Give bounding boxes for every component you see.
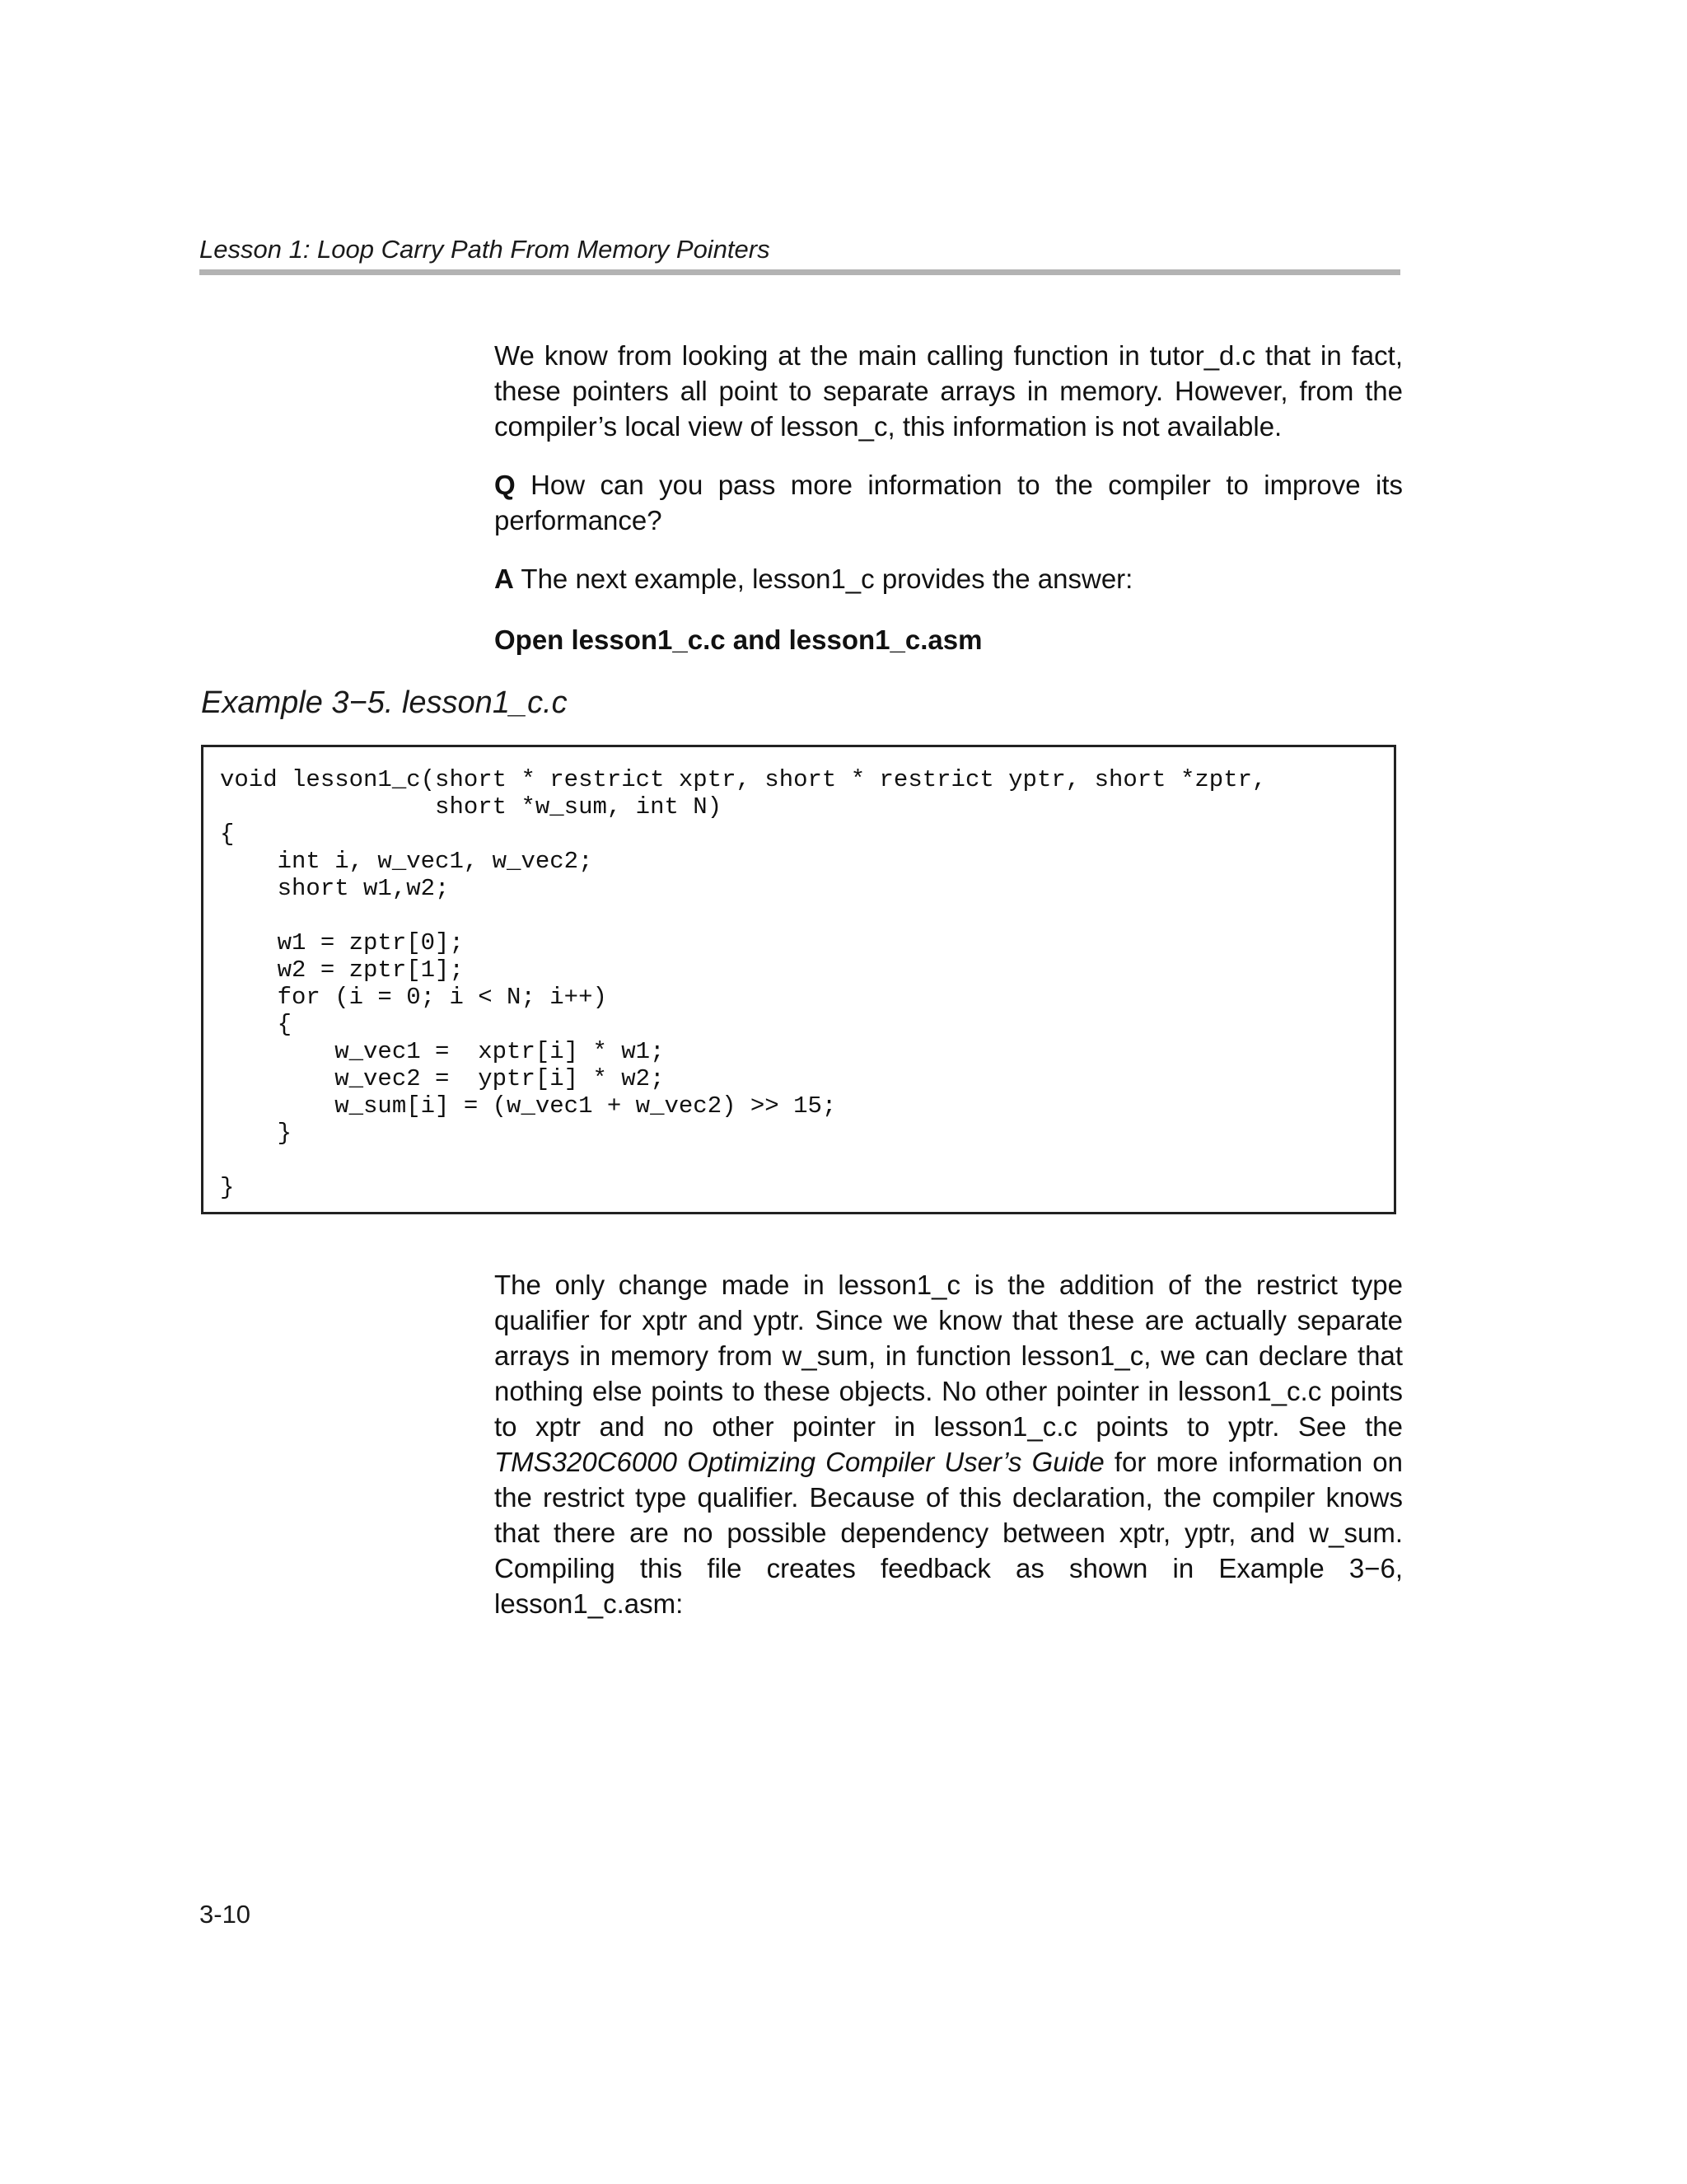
answer-label: A xyxy=(494,564,514,594)
intro-paragraph xyxy=(494,338,1403,444)
code-listing-box xyxy=(201,745,1396,1214)
running-head: Lesson 1: Loop Carry Path From Memory Pointers xyxy=(199,235,770,264)
answer-paragraph xyxy=(494,561,1403,596)
question-paragraph xyxy=(494,467,1403,538)
instruction-paragraph xyxy=(494,622,1403,657)
closing-text-part2: for more information on the restrict type qualifier. Because of this declaration, the compiler knows that there are no possible dependency between xptr, yptr, and w_sum. Compiling this file creates feedback as shown in Example 3−6, lesson1_c.asm: xyxy=(494,1447,1403,1619)
closing-text-part1: The only change made in lesson1_c is the addition of the restrict type qualifier for xptr and yptr. Since we know that these are actually separate arrays in memory from w_sum, in function lesson1_c, we can declare that nothing else points to these objects. No other pointer in lesson1_c.c points to xptr and no other pointer in lesson1_c.c points to yptr. See the xyxy=(494,1270,1403,1442)
question-label: Q xyxy=(494,470,516,500)
intro-paragraph-text: We know from looking at the main calling function in tutor_d.c that in fact, these pointers all point to separate arrays in memory. However, from the compiler’s local view of lesson_c, this information is not available. xyxy=(494,340,1403,442)
guide-citation: TMS320C6000 Optimizing Compiler User’s Guide xyxy=(494,1447,1105,1477)
page-number: 3-10 xyxy=(199,1900,251,1929)
answer-text: The next example, lesson1_c provides the answer: xyxy=(521,564,1133,594)
code-listing: void lesson1_c(short * restrict xptr, short * restrict yptr, short *zptr, short *w_sum, int N) { int i, w_vec1, w_vec2; short w1,w2; w1 = zptr[0]; w2 = zptr[1]; for (i = 0; i < N; i++) { w_vec1 = xptr[i] * w1; w_vec2 = yptr[i] * w2; w_sum[i] = (w_vec1 + w_vec2) >> 15; } } xyxy=(220,766,1267,1201)
example-caption: Example 3−5. lesson1_c.c xyxy=(201,685,568,720)
header-rule xyxy=(199,269,1400,275)
question-text: How can you pass more information to the compiler to improve its performance? xyxy=(494,470,1404,535)
instruction-text: Open lesson1_c.c and lesson1_c.asm xyxy=(494,624,983,655)
closing-paragraph xyxy=(494,1267,1403,1621)
